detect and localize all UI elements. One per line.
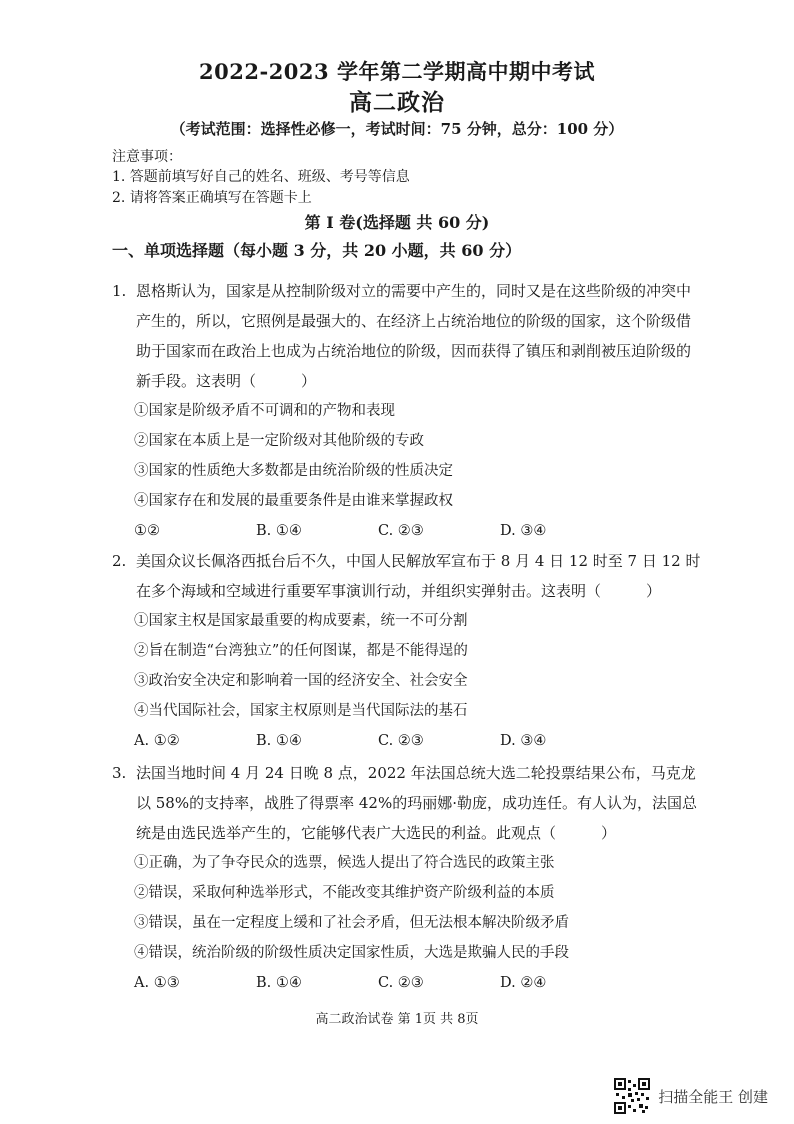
question-1 xyxy=(112,276,702,546)
choice-c: C. ②③ xyxy=(378,975,424,991)
option: ③政治安全决定和影响着一国的经济安全、社会安全 xyxy=(134,673,468,689)
exam-subject: 高二政治 xyxy=(349,89,445,116)
choice-a: A. ①② xyxy=(134,733,180,749)
page-footer: 高二政治试卷 第 1页 共 8页 xyxy=(315,1012,479,1027)
notice-item-2: 2. 请将答案正确填写在答题卡上 xyxy=(112,190,312,206)
choice-b: B. ①④ xyxy=(256,975,302,991)
exam-title: 2022-2023 学年第二学期高中期中考试 xyxy=(199,59,595,84)
section-title: 第 I 卷(选择题 共 60 分) xyxy=(304,213,490,232)
question-stem: 恩格斯认为，国家是从控制阶级对立的需要中产生的，同时又是在这些阶级的冲突中产生的，所以，它照例是最强大的、在经济上占统治地位的阶级的国家，这个阶级借助于国家而在政治上也成为占统治地位的阶级，因而获得了镇压和剥削被压迫阶级的新手段。这表明（ ） xyxy=(136,282,692,390)
notice-item-1: 1. 答题前填写好自己的姓名、班级、考号等信息 xyxy=(112,169,410,185)
choice-d: D. ③④ xyxy=(500,733,547,749)
option: ④当代国际社会，国家主权原则是当代国际法的基石 xyxy=(134,703,468,719)
question-stem: 法国当地时间 4 月 24 日晚 8 点，2022 年法国总统大选二轮投票结果公布，马克龙以 58%的支持率，战胜了得票率 42%的玛丽娜·勒庞，成功连任。有人认为，法国总统是由选民选举产生的，它能够代表广大选民的利益。此观点（ ） xyxy=(136,764,697,842)
choice-a: A. ①③ xyxy=(134,975,180,991)
watermark-text: 扫描全能王 创建 xyxy=(658,1087,768,1106)
option: ②错误，采取何种选举形式，不能改变其维护资产阶级利益的本质 xyxy=(134,885,555,901)
scanner-watermark xyxy=(614,1078,768,1114)
choice-c: C. ②③ xyxy=(378,523,424,539)
option: ②旨在制造“台湾独立”的任何图谋，都是不能得逞的 xyxy=(134,643,468,659)
question-number: 2. xyxy=(112,552,127,570)
choice-c: C. ②③ xyxy=(378,733,424,749)
option: ③国家的性质绝大多数都是由统治阶级的性质决定 xyxy=(134,463,453,479)
answer-choices xyxy=(112,516,702,546)
choice-b: B. ①④ xyxy=(256,523,302,539)
choice-a: ①② xyxy=(134,523,160,539)
question-3 xyxy=(112,758,702,998)
option: ②国家在本质上是一定阶级对其他阶级的专政 xyxy=(134,433,424,449)
option: ③错误，虽在一定程度上缓和了社会矛盾，但无法根本解决阶级矛盾 xyxy=(134,915,569,931)
answer-choices xyxy=(112,726,702,756)
answer-choices xyxy=(112,968,702,998)
choice-b: B. ①④ xyxy=(256,733,302,749)
option: ①国家主权是国家最重要的构成要素，统一不可分割 xyxy=(134,613,468,629)
question-number: 3. xyxy=(112,764,127,782)
option: ①国家是阶级矛盾不可调和的产物和表现 xyxy=(134,403,395,419)
option: ④国家存在和发展的最重要条件是由谁来掌握政权 xyxy=(134,493,453,509)
option: ①正确，为了争夺民众的选票，候选人提出了符合选民的政策主张 xyxy=(134,855,555,871)
part-title: 一、单项选择题（每小题 3 分，共 20 小题，共 60 分） xyxy=(112,241,522,260)
notice-heading: 注意事项： xyxy=(112,149,182,165)
exam-scope: （考试范围：选择性必修一，考试时间：75 分钟，总分：100 分） xyxy=(170,120,624,138)
qr-code-icon xyxy=(614,1078,650,1114)
question-2 xyxy=(112,546,702,756)
option: ④错误，统治阶级的阶级性质决定国家性质，大选是欺骗人民的手段 xyxy=(134,945,569,961)
choice-d: D. ②④ xyxy=(500,975,547,991)
question-stem: 美国众议长佩洛西抵台后不久，中国人民解放军宣布于 8 月 4 日 12 时至 7 日 12 时在多个海域和空域进行重要军事演训行动，并组织实弹射击。这表明（ ） xyxy=(136,552,701,600)
question-number: 1. xyxy=(112,282,127,300)
choice-d: D. ③④ xyxy=(500,523,547,539)
